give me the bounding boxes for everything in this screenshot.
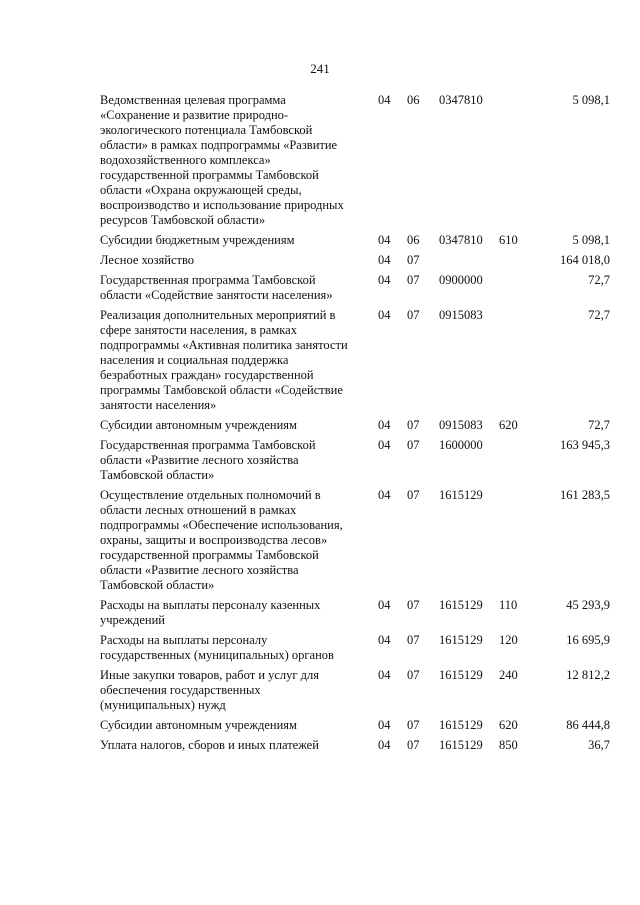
- table-row: [100, 633, 610, 663]
- row-subsection: 07: [407, 598, 420, 612]
- row-expense-type: 240: [499, 668, 518, 682]
- row-subsection: 07: [407, 668, 420, 682]
- row-amount: 163 945,3: [560, 438, 610, 452]
- row-name: Реализация дополнительных мероприятий в сфере занятости населения, в рамках подпрограммы «Активная политика занятости населения и социальная поддержка безработных граждан» государственной программы Тамбовской области «Содействие занятости населения»: [100, 308, 348, 412]
- row-target-code: 0347810: [439, 93, 483, 107]
- row-target-code: 0347810: [439, 233, 483, 247]
- row-target-code: 1615129: [439, 738, 483, 752]
- row-subsection: 07: [407, 488, 420, 502]
- budget-table: [100, 93, 610, 758]
- row-subsection: 07: [407, 738, 420, 752]
- row-amount: 5 098,1: [572, 93, 610, 107]
- table-row: [100, 418, 610, 433]
- row-section: 04: [378, 93, 391, 107]
- row-name: Субсидии автономным учреждениям: [100, 418, 297, 432]
- row-target-code: 1615129: [439, 488, 483, 502]
- row-section: 04: [378, 273, 391, 287]
- row-section: 04: [378, 308, 391, 322]
- table-row: [100, 233, 610, 248]
- table-row: [100, 308, 610, 413]
- row-section: 04: [378, 233, 391, 247]
- row-amount: 72,7: [588, 418, 610, 432]
- row-expense-type: 850: [499, 738, 518, 752]
- row-amount: 161 283,5: [560, 488, 610, 502]
- table-row: [100, 668, 610, 713]
- table-row: [100, 438, 610, 483]
- row-expense-type: 610: [499, 233, 518, 247]
- row-name: Расходы на выплаты персоналу казенных учреждений: [100, 598, 321, 627]
- page-number: 241: [310, 61, 330, 76]
- row-subsection: 07: [407, 633, 420, 647]
- row-name: Государственная программа Тамбовской области «Содействие занятости населения»: [100, 273, 333, 302]
- row-subsection: 06: [407, 233, 420, 247]
- row-expense-type: 120: [499, 633, 518, 647]
- row-amount: 12 812,2: [566, 668, 610, 682]
- table-row: [100, 598, 610, 628]
- row-target-code: 1600000: [439, 438, 483, 452]
- row-name: Расходы на выплаты персоналу государственных (муниципальных) органов: [100, 633, 334, 662]
- row-section: 04: [378, 488, 391, 502]
- row-section: 04: [378, 253, 391, 267]
- row-section: 04: [378, 633, 391, 647]
- table-row: [100, 253, 610, 268]
- row-subsection: 07: [407, 718, 420, 732]
- row-amount: 16 695,9: [566, 633, 610, 647]
- row-amount: 36,7: [588, 738, 610, 752]
- row-target-code: 1615129: [439, 718, 483, 732]
- row-target-code: 0915083: [439, 308, 483, 322]
- row-section: 04: [378, 738, 391, 752]
- row-section: 04: [378, 598, 391, 612]
- row-name: Государственная программа Тамбовской области «Развитие лесного хозяйства Тамбовской области»: [100, 438, 316, 482]
- row-amount: 45 293,9: [566, 598, 610, 612]
- row-subsection: 07: [407, 253, 420, 267]
- row-target-code: 1615129: [439, 598, 483, 612]
- row-expense-type: 620: [499, 418, 518, 432]
- row-expense-type: 620: [499, 718, 518, 732]
- row-target-code: 1615129: [439, 668, 483, 682]
- row-subsection: 06: [407, 93, 420, 107]
- row-name: Лесное хозяйство: [100, 253, 195, 267]
- table-row: [100, 273, 610, 303]
- row-amount: 5 098,1: [572, 233, 610, 247]
- row-name: Ведомственная целевая программа «Сохранение и развитие природно-экологического потенциала Тамбовской области» в рамках подпрограммы «Развитие водохозяйственного комплекса» государственной программы Тамбовской области «Охрана окружающей среды, воспроизводство и использование природных ресурсов Тамбовской области»: [100, 93, 344, 227]
- row-subsection: 07: [407, 273, 420, 287]
- row-section: 04: [378, 418, 391, 432]
- row-target-code: 1615129: [439, 633, 483, 647]
- row-target-code: 0900000: [439, 273, 483, 287]
- table-row: [100, 488, 610, 593]
- row-expense-type: 110: [499, 598, 518, 612]
- row-amount: 86 444,8: [566, 718, 610, 732]
- row-subsection: 07: [407, 438, 420, 452]
- row-name: Иные закупки товаров, работ и услуг для обеспечения государственных (муниципальных) нужд: [100, 668, 320, 712]
- row-section: 04: [378, 438, 391, 452]
- row-section: 04: [378, 668, 391, 682]
- row-amount: 72,7: [588, 273, 610, 287]
- table-row: [100, 93, 610, 228]
- row-name: Субсидии бюджетным учреждениям: [100, 233, 295, 247]
- row-subsection: 07: [407, 308, 420, 322]
- row-name: Уплата налогов, сборов и иных платежей: [100, 738, 319, 752]
- row-name: Субсидии автономным учреждениям: [100, 718, 297, 732]
- table-row: [100, 738, 610, 753]
- row-subsection: 07: [407, 418, 420, 432]
- row-section: 04: [378, 718, 391, 732]
- row-amount: 72,7: [588, 308, 610, 322]
- row-amount: 164 018,0: [560, 253, 610, 267]
- table-row: [100, 718, 610, 733]
- row-name: Осуществление отдельных полномочий в области лесных отношений в рамках подпрограммы «Обеспечение использования, охраны, защиты и воспроизводства лесов» государственной программы Тамбовской области «Развитие лесного хозяйства Тамбовской области»: [100, 488, 343, 592]
- row-target-code: 0915083: [439, 418, 483, 432]
